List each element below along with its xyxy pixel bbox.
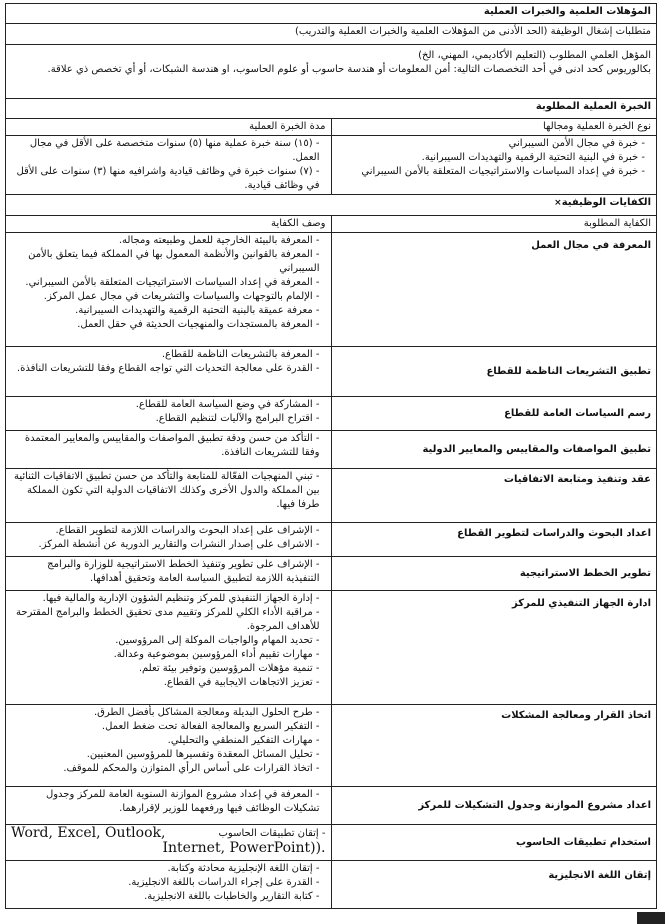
competency-name: إتقان اللغة الانجليزية (331, 861, 657, 909)
competency-description (6, 861, 332, 909)
competency-item: - إتقان اللغة الإنجليزية محادثة وكتابة. (11, 862, 320, 876)
competency-item: - القدرة على معالجة التحديات التي تواجه القطاع وفقا للتشريعات النافذة. (11, 362, 320, 376)
competency-description (6, 557, 332, 591)
competencies-section-title (6, 195, 657, 216)
computer-apps-line2: Internet, PowerPoint)). (162, 840, 326, 856)
competency-description (6, 469, 332, 523)
competency-description (6, 397, 332, 431)
experience-types-list (337, 137, 652, 179)
competency-item: - تحديد المهام والواجبات الموكلة إلى المرؤوسين. (11, 634, 320, 648)
experience-type: - خبرة في إعداد السياسات والاستراتيجيات المتعلقة بالأمن السيبراني (337, 165, 646, 179)
competency-description (6, 591, 332, 705)
competency-header: الكفاية المطلوبة (331, 216, 657, 233)
competency-description-header: وصف الكفاية (6, 216, 332, 233)
competency-item: - الإشراف على إعداد البحوث والدراسات اللازمة لتطوير القطاع. (11, 524, 320, 538)
competency-name: اعداد البحوث والدراسات لتطوير القطاع (331, 523, 657, 557)
experience-duration: - (١٥) سنة خبرة عملية منها (٥) سنوات متخصصة على الأقل في مجال العمل. (11, 137, 320, 165)
competency-name: استخدام تطبيقات الحاسوب (331, 825, 657, 861)
competency-name: رسم السياسات العامة للقطاع (331, 397, 657, 431)
competency-item: - المشاركة في وضع السياسة العامة للقطاع. (11, 398, 320, 412)
competency-item: - تنمية مؤهلات المرؤوسين وتوفير بيئة تعلم. (11, 662, 320, 676)
competency-item: - الإشراف على تطوير وتنفيذ الخطط الاستراتيجية للوزارة والبرامج التنفيذية اللازمة لتطبيق السياسة العامة وتحقيق أهدافها. (11, 558, 320, 586)
competency-item: - المعرفة بالقوانين والأنظمة المعمول بها في المملكة فيما يتعلق بالأمن السيبراني (11, 248, 320, 276)
experience-type: - خبرة في مجال الأمن السيبراني (337, 137, 646, 151)
qualifications-table (5, 3, 657, 909)
experience-duration: - (٧) سنوات خبرة في وظائف قيادية واشرافيه منها (٣) سنوات على الأقل في وظائف قيادية. (11, 165, 320, 193)
competency-item: - إدارة الجهاز التنفيذي للمركز وتنظيم الشؤون الإدارية والمالية فيها. (11, 592, 320, 606)
competency-item: - طرح الحلول البديلة ومعالجة المشاكل بأفضل الطرق. (11, 706, 320, 720)
experience-section-title: الخبرة العملية المطلوبة (6, 99, 657, 119)
competency-item: - الاشراف على إصدار النشرات والتقارير الدورية عن أنشطة المركز. (11, 538, 320, 552)
competency-description (6, 233, 332, 347)
competency-description (6, 347, 332, 397)
required-qualification-text: بكالوريوس كحد ادنى في أحد التخصصات التالية: أمن المعلومات أو هندسة حاسوب أو علوم الحاسوب، او هندسة الشبكات، أو أي تخصص ذي علاقة. (47, 64, 651, 75)
competency-item: - الإلمام بالتوجهات والسياسات والتشريعات في مجال عمل المركز. (11, 290, 320, 304)
competency-description (6, 825, 332, 861)
competency-item: - المعرفة بالتشريعات الناظمة للقطاع. (11, 348, 320, 362)
competency-name: عقد وتنفيذ ومتابعة الاتفاقيات (331, 469, 657, 523)
competency-item: - مهارات تقييم أداء المرؤوسين بموضوعية وعدالة. (11, 648, 320, 662)
competency-name: اعداد مشروع الموازنة وجدول التشكيلات للمركز (331, 787, 657, 825)
competency-item: - اتخاذ القرارات على أساس الرأي المتوازن والمحكم للموقف. (11, 762, 320, 776)
qualifications-section-title: المؤهلات العلمية والخبرات العملية (6, 4, 657, 24)
close-icon: × (554, 198, 562, 208)
competencies-title-text: الكفايات الوظيفية (561, 197, 651, 208)
competency-description (6, 431, 332, 469)
required-qualification-label: المؤهل العلمي المطلوب (التعليم الأكاديمي، المهني، الخ) (418, 50, 651, 61)
computer-skills-prefix: - إتقان تطبيقات الحاسوب (218, 827, 326, 839)
requirements-title: متطلبات إشغال الوظيفة (الحد الأدنى من المؤهلات العلمية والخبرات العملية والتدريب) (6, 24, 657, 45)
page-corner-mark (637, 912, 665, 924)
required-qualification-cell (6, 45, 657, 99)
competency-item: - المعرفة بالمستجدات والمنهجيات الحديثة في حقل العمل. (11, 318, 320, 332)
competency-item: - تحليل المسائل المعقدة وتفسيرها للمرؤوسين المعنيين. (11, 748, 320, 762)
competency-name: المعرفة في مجال العمل (331, 233, 657, 347)
competency-name: اتخاذ القرار ومعالجة المشكلات (331, 705, 657, 787)
competency-name: تطبيق التشريعات الناظمة للقطاع (331, 347, 657, 397)
competency-item: - تبني المنهجيات الفعّالة للمتابعة والتأكد من حسن تطبيق الاتفاقيات الثنائية بين المملكة والدول الأخرى وكذلك الاتفاقيات الدولية التي تكون المملكة طرفا فيها. (11, 470, 320, 512)
competency-name: تطبيق المواصفات والمقاييس والمعايير الدولية (331, 431, 657, 469)
competency-name: ادارة الجهاز التنفيذي للمركز (331, 591, 657, 705)
competency-item: - المعرفة في إعداد مشروع الموازنة السنوية العامة للمركز وجدول تشكيلات الوظائف فيها ورفعهما للوزير لإقرارهما. (11, 788, 320, 816)
experience-type: - خبرة في البنية التحتية الرقمية والتهديدات السيبرانية. (337, 151, 646, 165)
competency-item: - معرفة عميقة بالبنية التحتية الرقمية والتهديدات السيبرانية. (11, 304, 320, 318)
experience-types-cell (331, 136, 657, 195)
competency-item: - كتابة التقارير والخاطبات باللغة الانجليزية. (11, 890, 320, 904)
competency-item: - المعرفة بالبيئة الخارجية للعمل وطبيعته ومجاله. (11, 234, 320, 248)
competency-item: - القدرة على إجراء الدراسات باللغة الانجليزية. (11, 876, 320, 890)
job-description-page (5, 3, 657, 909)
competency-name: تطوير الخطط الاستراتيجية (331, 557, 657, 591)
competency-item: - التفكير السريع والمعالجة الفعالة تحت ضغط العمل. (11, 720, 320, 734)
experience-duration-header: مدة الخبرة العملية (6, 119, 332, 136)
competency-item: - مراقبة الأداء الكلي للمركز وتقييم مدى تحقيق الخطط والبرامج المقترحة للأهداف المرجوة. (11, 606, 320, 634)
competency-item: - المعرفة في إعداد السياسات الاستراتيجيات المتعلقة بالأمن السيبراني. (11, 276, 320, 290)
competency-description (6, 787, 332, 825)
competency-item: - التأكد من حسن ودقة تطبيق المواصفات والمقاييس والمعايير المعتمدة وفقا للتشريعات النافذة. (11, 432, 320, 460)
competency-item: - تعزيز الاتجاهات الايجابية في القطاع. (11, 676, 320, 690)
competency-description (6, 523, 332, 557)
experience-durations-cell (6, 136, 332, 195)
experience-durations-list (11, 137, 326, 193)
computer-apps-line1: Word, Excel, Outlook, (11, 825, 166, 841)
competency-item: - اقتراح البرامج والآليات لتنظيم القطاع. (11, 412, 320, 426)
experience-type-header: نوع الخبرة العملية ومجالها (331, 119, 657, 136)
competency-item: - مهارات التفكير المنطقي والتحليلي. (11, 734, 320, 748)
competency-description (6, 705, 332, 787)
